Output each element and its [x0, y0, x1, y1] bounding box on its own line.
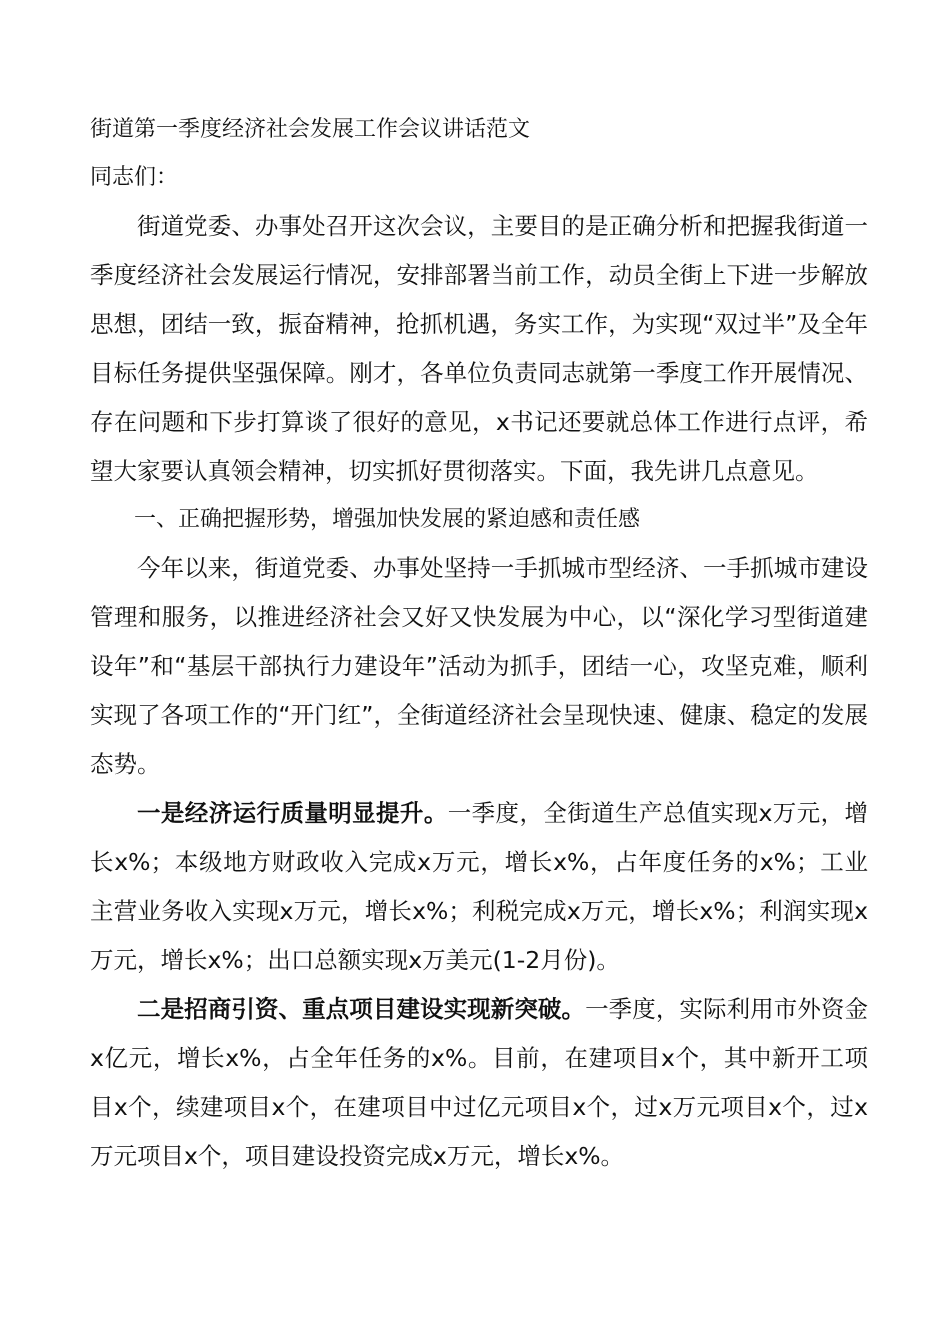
salutation: 同志们：: [90, 165, 179, 190]
point-lead-1: 一是经济运行质量明显提升。: [137, 799, 448, 827]
point-paragraph-2: [90, 985, 868, 1181]
point-lead-2: 二是招商引资、重点项目建设实现新突破。: [137, 995, 586, 1023]
document-page: [90, 106, 868, 1181]
point-paragraph-1: [90, 789, 868, 985]
section-heading: 一、正确把握形势，增强加快发展的紧迫感和责任感: [134, 507, 641, 532]
point-text-1: 一季度，全街道生产总值实现x万元，增长x%；本级地方财政收入完成x万元，增长x%，占年度任务的x%；工业主营业务收入实现x万元，增长x%；利税完成x万元，增长x%；利润实现x万元，增长x%；出口总额实现x万美元(1-2月份)。: [90, 799, 868, 974]
section-intro-paragraph: 今年以来，街道党委、办事处坚持一手抓城市型经济、一手抓城市建设管理和服务，以推进经济社会又好又快发展为中心，以“深化学习型街道建设年”和“基层干部执行力建设年”活动为抓手，团结一心，攻坚克难，顺利实现了各项工作的“开门红”，全街道经济社会呈现快速、健康、稳定的发展态势。: [90, 554, 868, 778]
document-title: 街道第一季度经济社会发展工作会议讲话范文: [90, 117, 531, 142]
intro-paragraph: 街道党委、办事处召开这次会议，主要目的是正确分析和把握我街道一季度经济社会发展运行情况，安排部署当前工作，动员全街上下进一步解放思想，团结一致，振奋精神，抢抓机遇，务实工作，为实现“双过半”及全年目标任务提供坚强保障。刚才，各单位负责同志就第一季度工作开展情况、存在问题和下步打算谈了很好的意见，x书记还要就总体工作进行点评，希望大家要认真领会精神，切实抓好贯彻落实。下面，我先讲几点意见。: [90, 212, 868, 485]
point-text-2: 一季度，实际利用市外资金x亿元，增长x%，占全年任务的x%。目前，在建项目x个，其中新开工项目x个，续建项目x个，在建项目中过亿元项目x个，过x万元项目x个，过x万元项目x个，项目建设投资完成x万元，增长x%。: [90, 995, 869, 1170]
